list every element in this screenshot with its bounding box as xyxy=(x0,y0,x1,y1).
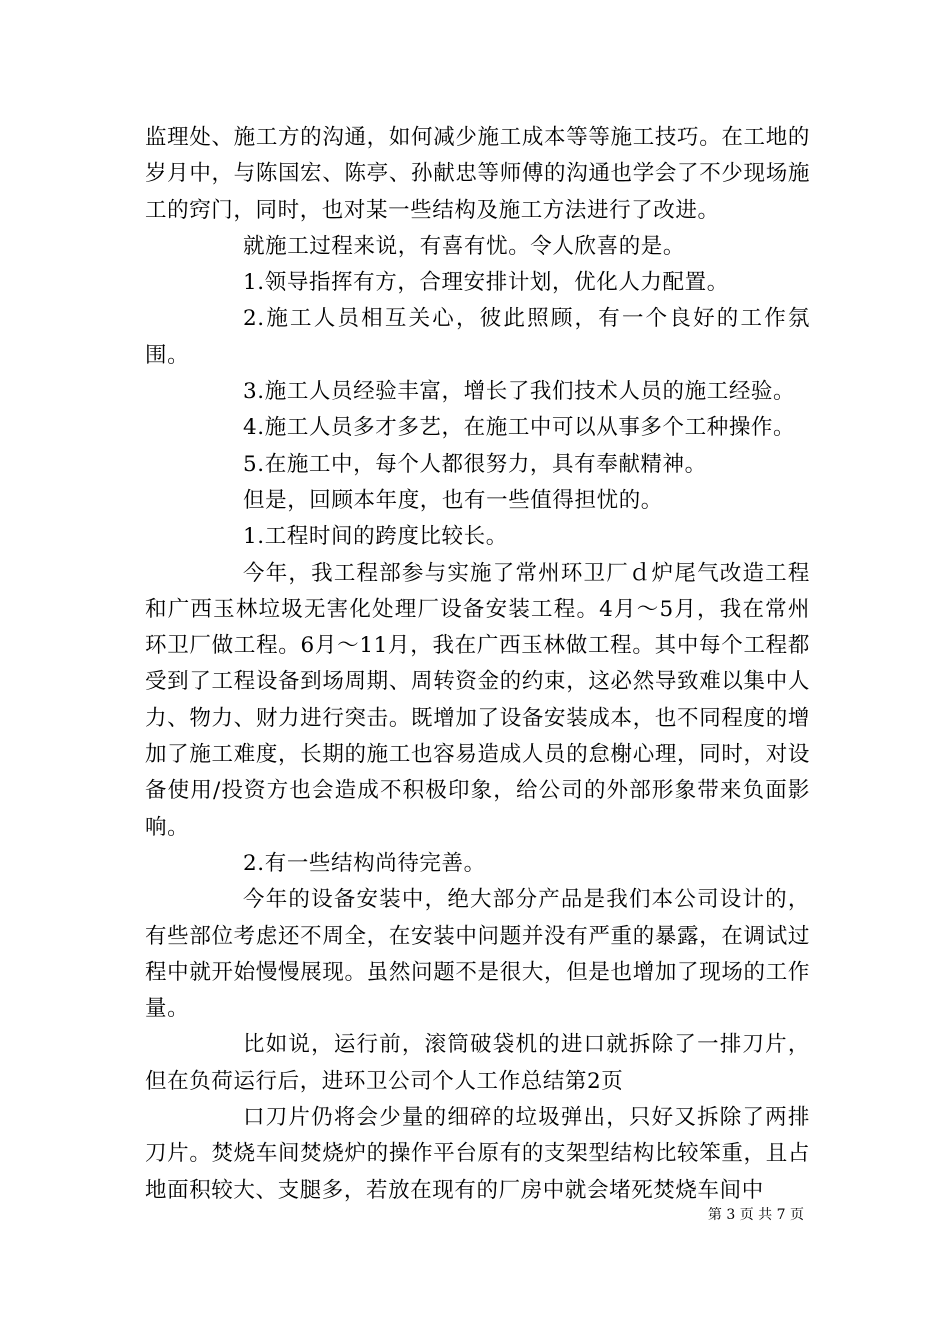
list-item-joy-5: 5.在施工中，每个人都很努力，具有奉献精神。 xyxy=(243,451,707,477)
list-item-concern-2: 2.有一些结构尚待完善。 xyxy=(243,850,486,876)
list-item-joy-2: 2.施工人员相互关心，彼此照顾，有一个良好的工作氛围。 xyxy=(145,306,810,368)
list-item-concern-1: 1.工程时间的跨度比较长。 xyxy=(243,524,508,550)
paragraph-concern-2-detail: 今年的设备安装中，绝大部分产品是我们本公司设计的，有些部位考虑还不周全，在安装中问题并没有严重的暴露，在调试过程中就开始慢慢展现。虽然问题不是很大，但是也增加了现场的工作量。 xyxy=(145,887,810,1022)
list-item-joy-4: 4.施工人员多才多艺，在施工中可以从事多个工种操作。 xyxy=(243,415,796,441)
paragraph-1: 监理处、施工方的沟通，如何减少施工成本等等施工技巧。在工地的岁月中，与陈国宏、陈亭、孙献忠等师傅的沟通也学会了不少现场施工的窍门，同时，也对某一些结构及施工方法进行了改进。 xyxy=(145,125,810,223)
paragraph-example: 比如说，运行前，滚筒破袋机的进口就拆除了一排刀片，但在负荷运行后，进环卫公司个人工作总结第2页 xyxy=(145,1032,810,1094)
paragraph-concern-1-detail: 今年，我工程部参与实施了常州环卫厂ｄ炉尾气改造工程和广西玉林垃圾无害化处理厂设备安装工程。4月～5月，我在常州环卫厂做工程。6月～11月，我在广西玉林做工程。其中每个工程都受到了工程设备到场周期、周转资金的约束，这必然导致难以集中人力、物力、财力进行突击。既增加了设备安装成本，也不同程度的增加了施工难度，长期的施工也容易造成人员的怠榭心理，同时，对设备使用/投资方也会造成不积极印象，给公司的外部形象带来负面影响。 xyxy=(145,560,810,840)
paragraph-example-continued: 口刀片仍将会少量的细碎的垃圾弹出，只好又拆除了两排刀片。焚烧车间焚烧炉的操作平台原有的支架型结构比较笨重，且占地面积较大、支腿多，若放在现有的厂房中就会堵死焚烧车间中 xyxy=(145,1105,810,1203)
list-item-joy-3: 3.施工人员经验丰富，增长了我们技术人员的施工经验。 xyxy=(243,379,796,405)
page-number-footer: 第 3 页 共 7 页 xyxy=(707,1207,804,1223)
list-item-joy-1: 1.领导指挥有方，合理安排计划，优化人力配置。 xyxy=(243,270,729,296)
document-body xyxy=(145,120,810,1209)
paragraph-concerns-intro: 但是，回顾本年度，也有一些值得担忧的。 xyxy=(243,487,663,513)
paragraph-2: 就施工过程来说，有喜有忧。令人欣喜的是。 xyxy=(243,233,686,259)
